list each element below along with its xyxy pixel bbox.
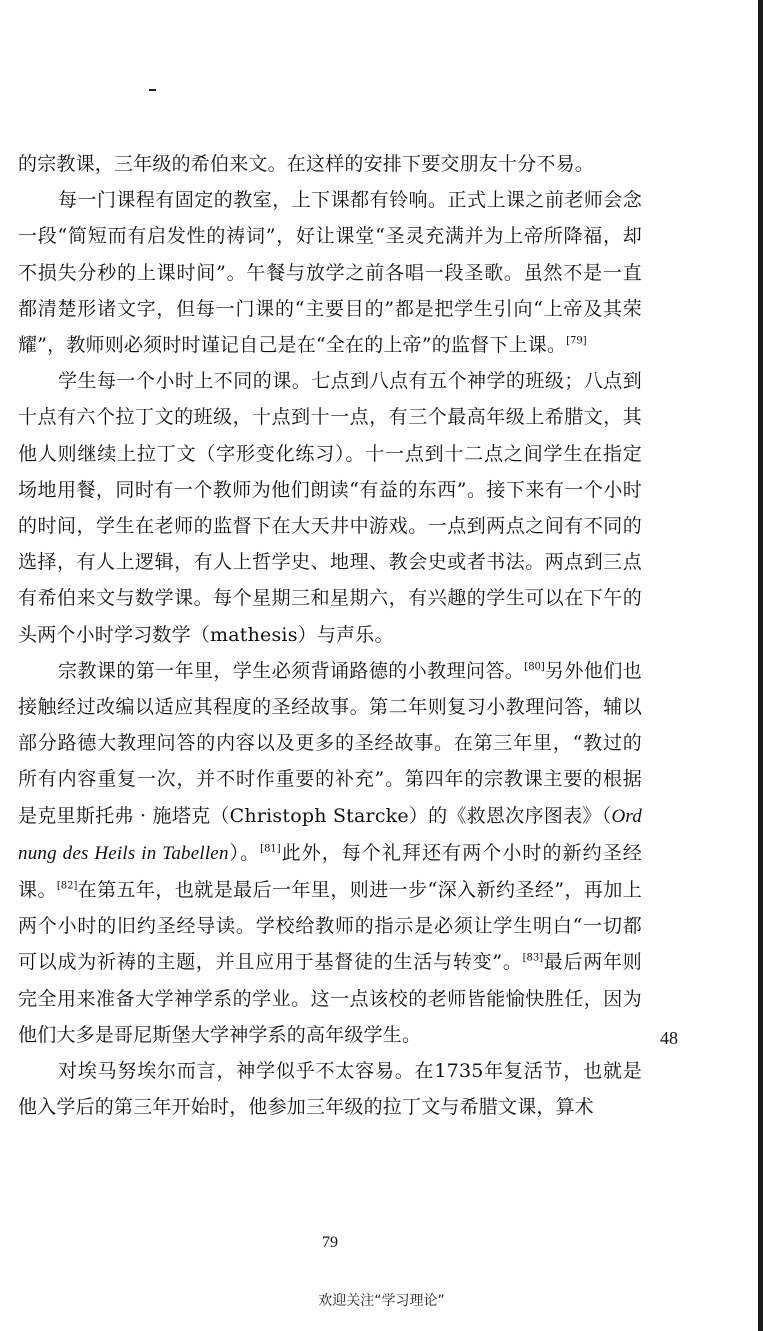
margin-page-number: 48 xyxy=(660,1028,678,1048)
footnote-ref-81: [81] xyxy=(260,843,281,855)
paragraph-3 xyxy=(18,363,642,653)
body-text xyxy=(18,146,642,1125)
paragraph-4-text-c: ）。 xyxy=(228,841,261,864)
paragraph-5 xyxy=(18,1053,642,1125)
paragraph-4 xyxy=(18,653,642,1053)
page-edge-border xyxy=(758,0,763,1331)
scan-speck xyxy=(149,89,156,91)
footnote-ref-83: [83] xyxy=(522,953,544,965)
paragraph-4-text-b: 另外他们也接触经过改编以适应其程度的圣经故事。第二年则复习小教理问答，辅以部分路德大教理问答的内容以及更多的圣经故事。在第三年里，“教过的所有内容重复一次，并不时作重要的补充”。第四年的宗教课主要的根据是克里斯托弗 · 施塔克（Christoph Starcke）的《救恩次序图表》（ xyxy=(18,659,642,827)
paragraph-2-text: 每一门课程有固定的教室，上下课都有铃响。正式上课之前老师会念一段“简短而有启发性的祷词”，好让课堂“圣灵充满并为上帝所降福，却不损失分秒的上课时间”。午餐与放学之前各唱一段圣歌。虽然不是一直都清楚形诸文字，但每一门课的“主要目的”都是把学生引向“上帝及其荣耀”，教师则必须时时谨记自己是在“全在的上帝”的监督下上课。 xyxy=(18,189,642,357)
page-number: 79 xyxy=(322,1234,338,1251)
footnote-ref-79: [79] xyxy=(566,335,587,347)
footer-watermark-text: 欢迎关注“学习理论” xyxy=(318,1293,445,1309)
paragraph-1-text: 的宗教课，三年级的希伯来文。在这样的安排下要交朋友十分不易。 xyxy=(18,153,595,175)
footnote-ref-82: [82] xyxy=(56,880,78,892)
paragraph-4-text-f: 最后两年则完全用来准备大学神学系的学业。这一点该校的老师皆能愉快胜任，因为他们大多是哥尼斯堡大学神学系的高年级学生。 xyxy=(18,951,642,1046)
book-title-italic: Ordnung des Heils in Tabellen xyxy=(18,805,642,864)
paragraph-5-text: 对埃马努埃尔而言，神学似乎不太容易。在1735年复活节，也就是他入学后的第三年开始时，他参加三年级的拉丁文与希腊文课，算术 xyxy=(18,1060,642,1119)
paragraph-2 xyxy=(18,182,642,363)
paragraph-3-text: 学生每一个小时上不同的课。七点到八点有五个神学的班级；八点到十点有六个拉丁文的班级，十点到十一点，有三个最高年级上希腊文，其他人则继续上拉丁文（字形变化练习）。十一点到十二点之间学生在指定场地用餐，同时有一个教师为他们朗读“有益的东西”。接下来有一个小时的时间，学生在老师的监督下在大天井中游戏。一点到两点之间有不同的选择，有人上逻辑，有人上哲学史、地理、教会史或者书法。两点到三点有希伯来文与数学课。每个星期三和星期六，有兴趣的学生可以在下午的头两个小时学习数学（mathesis）与声乐。 xyxy=(18,370,642,646)
paragraph-1 xyxy=(18,146,642,182)
paragraph-4-text-e: 在第五年，也就是最后一年里，则进一步“深入新约圣经”，再加上两个小时的旧约圣经导读。学校给教师的指示是必须让学生明白“一切都可以成为祈祷的主题，并且应用于基督徒的生活与转变”。 xyxy=(18,879,642,974)
paragraph-4-text-a: 宗教课的第一年里，学生必须背诵路德的小教理问答。 xyxy=(58,659,525,682)
paragraph-4-text-d: 此外，每个礼拜还有两个小时的新约圣经课。 xyxy=(18,841,642,902)
footnote-ref-80: [80] xyxy=(524,661,545,673)
